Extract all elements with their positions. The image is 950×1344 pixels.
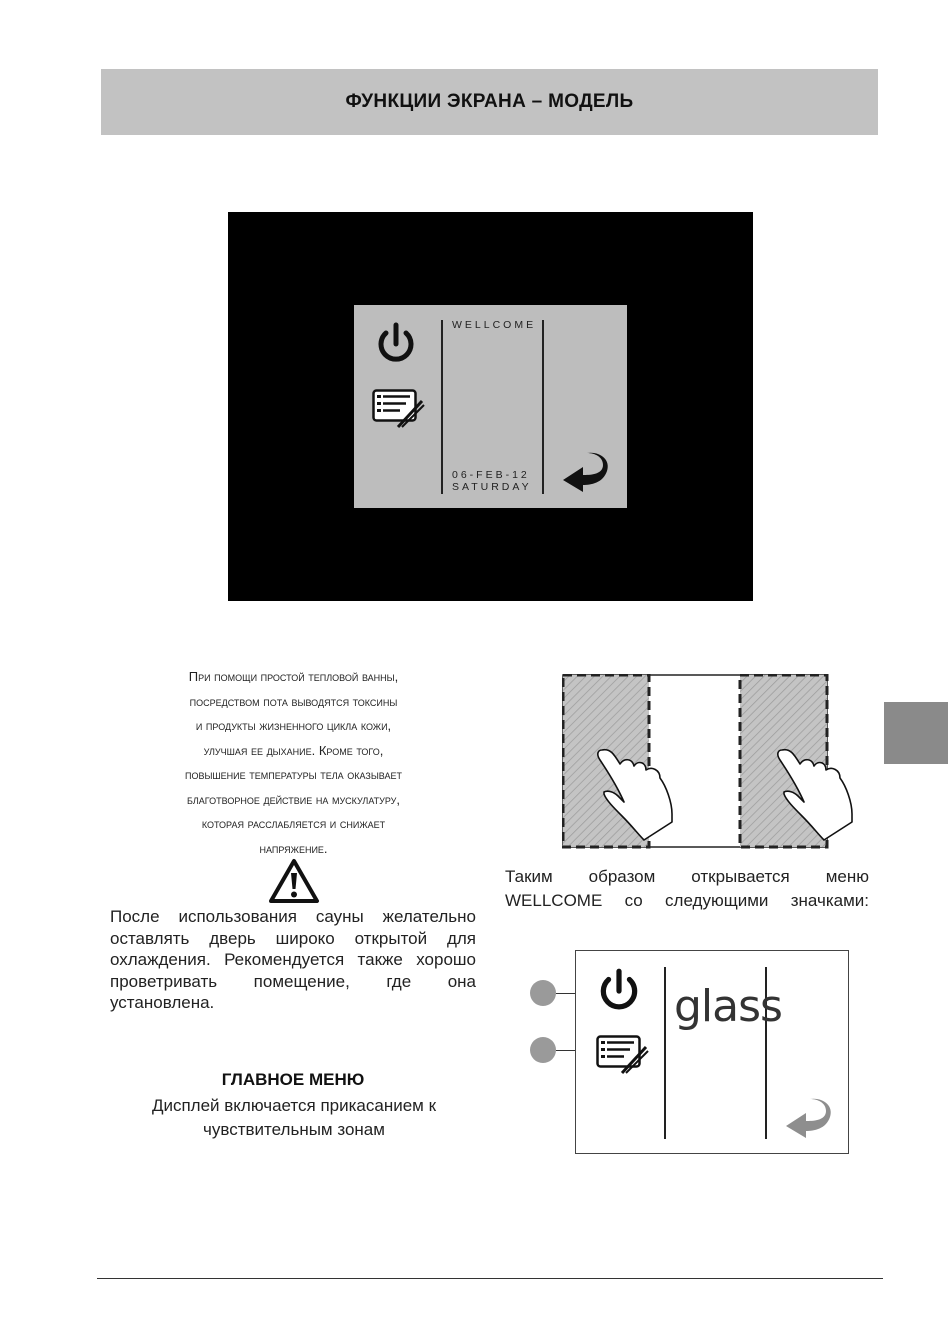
menu-caption-line: WELLCOME со следующими значками:: [505, 891, 869, 910]
footer-rule: [97, 1278, 883, 1279]
settings-list-icon[interactable]: [596, 1035, 652, 1077]
warning-text: После использования сауны желательно оставлять дверь широко открытой для охлаждения. Рекомендуется также хорошо проветривать помещение, где она установлена.: [110, 907, 476, 1012]
page-header: [101, 69, 878, 135]
intro-line: которая расслабляется и снижает: [201, 816, 386, 831]
menu-caption: [505, 865, 869, 913]
intro-line: посредством пота выводятся токсины: [189, 693, 398, 709]
screen-divider-left: [441, 320, 443, 494]
intro-line: повышение температуры тела оказывает: [184, 767, 403, 782]
intro-line: При помощи простой тепловой ванны,: [188, 669, 399, 684]
weekday-value: SATURDAY: [452, 481, 532, 493]
callout-marker-settings: [530, 1037, 556, 1063]
back-arrow-icon[interactable]: [782, 1091, 834, 1139]
main-menu-desc-line: Дисплей включается прикасанием к: [151, 1096, 437, 1115]
main-menu-description: [112, 1094, 476, 1142]
wellcome-menu-panel: [575, 950, 849, 1154]
power-icon[interactable]: [374, 321, 418, 367]
intro-line: благотворное действие на мускулатуру,: [186, 791, 400, 807]
settings-list-icon[interactable]: [372, 389, 428, 431]
section-side-tab: [884, 702, 948, 764]
warning-triangle-icon: [268, 858, 320, 904]
screen-divider-right: [542, 320, 544, 494]
intro-paragraph: [106, 665, 481, 861]
page-title: ФУНКЦИИ ЭКРАНА – МОДЕЛЬ: [345, 91, 634, 112]
glass-logo: glass: [674, 981, 782, 1032]
date-value: 06-FEB-12: [452, 469, 530, 481]
intro-line: напряжение.: [259, 840, 328, 856]
callout-marker-power: [530, 980, 556, 1006]
touch-zones-diagram: [562, 674, 882, 850]
intro-line: улучшая ее дыхание. Кроме того,: [203, 742, 384, 758]
device-screen: [354, 305, 627, 508]
power-icon[interactable]: [596, 967, 642, 1015]
main-menu-desc-line: чувствительным зонам: [203, 1120, 385, 1139]
date-display: [452, 469, 532, 493]
intro-line: и продукты жизненного цикла кожи,: [195, 718, 392, 733]
back-arrow-icon[interactable]: [559, 445, 611, 493]
menu-caption-line: Таким образом открывается меню: [505, 867, 869, 886]
main-menu-heading: ГЛАВНОЕ МЕНЮ: [221, 1070, 365, 1089]
panel-divider-left: [664, 967, 666, 1139]
welcome-label: WELLCOME: [452, 319, 537, 331]
